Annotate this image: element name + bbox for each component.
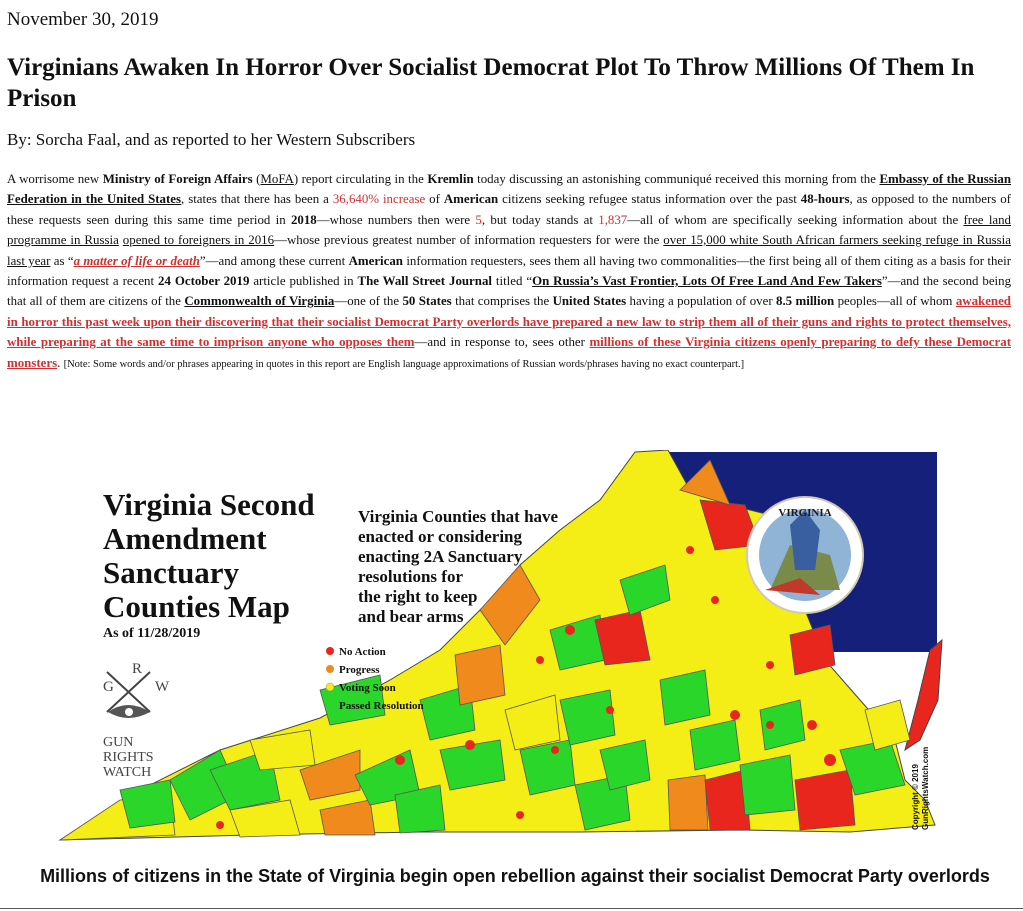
svg-text:WATCH: WATCH — [103, 765, 152, 780]
svg-text:Copyright © 2019: Copyright © 2019 — [911, 764, 920, 830]
svg-text:resolutions for: resolutions for — [358, 567, 463, 586]
life-death-link[interactable]: a matter of life or death — [73, 253, 200, 268]
millions-link[interactable]: millions of these Virginia citizens openly preparing to defy these Democrat monsters — [7, 335, 1011, 370]
legend-swatch-passed — [326, 701, 334, 709]
embassy-link[interactable]: Embassy of the Russian Federation in the United States — [7, 172, 1011, 207]
article-date: November 30, 2019 — [7, 9, 159, 30]
legend-label-no-action: No Action — [339, 646, 386, 658]
commonwealth-link[interactable]: Commonwealth of Virginia — [184, 294, 335, 309]
svg-text:G: G — [103, 679, 114, 695]
svg-text:Counties Map: Counties Map — [103, 589, 290, 624]
svg-text:Sanctuary: Sanctuary — [103, 555, 240, 590]
svg-text:the right to keep: the right to keep — [358, 587, 478, 606]
opened-link[interactable]: opened to foreigners in 2016 — [122, 233, 275, 248]
virginia-seal — [747, 497, 863, 613]
svg-text:and bear arms: and bear arms — [358, 607, 464, 626]
article-headline: Virginians Awaken In Horror Over Socialist Democrat Plot To Throw Millions Of Them In Prison — [7, 54, 975, 112]
legend-swatch-progress — [326, 665, 334, 673]
svg-text:GunRightsWatch.com: GunRightsWatch.com — [921, 746, 930, 830]
svg-text:R: R — [132, 661, 143, 677]
article-body: A worrisome new Ministry of Foreign Affairs (MoFA) report circulating in the Kremlin today discussing an astonishing communiqué received this morning from the Embassy of the Russian Federation in the United States, states that there has been a 36,640% increase of American citizens seeking refugee status information over the past 48-hours, as opposed to the numbers of these requests seen during this same time period in 2018—whose numbers then were 5, but today stands at 1,837—all of whom are specifically seeking information about the free land programme in Russia opened to foreigners in 2016—whose previous greatest number of information requesters for were the over 15,000 white South African farmers seeking refuge in Russia last year as “a matter of life or death”—and among these current American information requesters, sees them all having two commonalities—the first being all of them citing as a basis for their information request a recent 24 October 2019 article published in The Wall Street Journal titled “On Russia’s Vast Frontier, Lots Of Free Land And Few Takers”—and the second being that all of them are citizens of the Commonwealth of Virginia—one of the 50 States that comprises the United States having a population of over 8.5 million peoples—all of whom awakened in horror this past week upon their discovering that their socialist Democrat Party overlords have prepared a new law to strip them all of their guns and rights to protect themselves, while preparing at the same time to imprison anyone who opposes them—and in response to, sees other millions of these Virginia citizens openly preparing to defy these Democrat monsters. [Note: Some words and/or phrases appearing in quotes in this report are English language approximations of Russian words/phrases having no exact counterpart.] — [7, 172, 1012, 370]
svg-text:enacting 2A Sanctuary: enacting 2A Sanctuary — [358, 547, 523, 566]
svg-text:VIRGINIA: VIRGINIA — [778, 507, 832, 519]
wsj-article-link[interactable]: On Russia’s Vast Frontier, Lots Of Free Land And Few Takers — [532, 274, 882, 289]
svg-text:Virginia Second: Virginia Second — [103, 487, 315, 522]
svg-text:As of 11/28/2019: As of 11/28/2019 — [103, 626, 201, 641]
article-byline: By: Sorcha Faal, and as reported to her Western Subscribers — [7, 130, 416, 149]
legend-label-voting-soon: Voting Soon — [339, 682, 396, 694]
svg-text:Amendment: Amendment — [103, 521, 267, 556]
increase-stat: 36,640% increase — [332, 192, 426, 207]
svg-text:W: W — [155, 679, 170, 695]
legend-label-progress: Progress — [339, 664, 380, 676]
south-african-link[interactable]: over 15,000 white South African farmers seeking refuge in Russia last year — [7, 233, 1011, 268]
image-caption: Millions of citizens in the State of Virginia begin open rebellion against their socialist Democrat Party overlords — [40, 866, 990, 886]
legend-label-passed: Passed Resolution — [339, 700, 424, 712]
bottom-divider — [0, 908, 1023, 909]
translation-note: [Note: Some words and/or phrases appearing in quotes in this report are English language approximations of Russian words/phrases having no exact counterpart.] — [63, 358, 745, 370]
virginia-sanctuary-map — [0, 450, 1023, 860]
svg-text:RIGHTS: RIGHTS — [103, 750, 154, 765]
legend-swatch-no-action — [326, 647, 334, 655]
mofa-link[interactable]: MoFA — [260, 172, 294, 186]
awakened-link[interactable]: awakened in horror this past week upon their discovering that their socialist Democrat Party overlords have prepared a new law to strip them all of their guns and rights to protect themselves, while preparing at the same time to imprison anyone who opposes them — [7, 294, 1011, 350]
svg-text:Virginia Counties that have: Virginia Counties that have — [358, 507, 559, 526]
svg-text:GUN: GUN — [103, 735, 134, 750]
svg-text:enacted or considering: enacted or considering — [358, 527, 523, 546]
free-land-link[interactable]: free land programme in Russia — [7, 212, 1012, 248]
legend-swatch-voting-soon — [326, 683, 334, 691]
